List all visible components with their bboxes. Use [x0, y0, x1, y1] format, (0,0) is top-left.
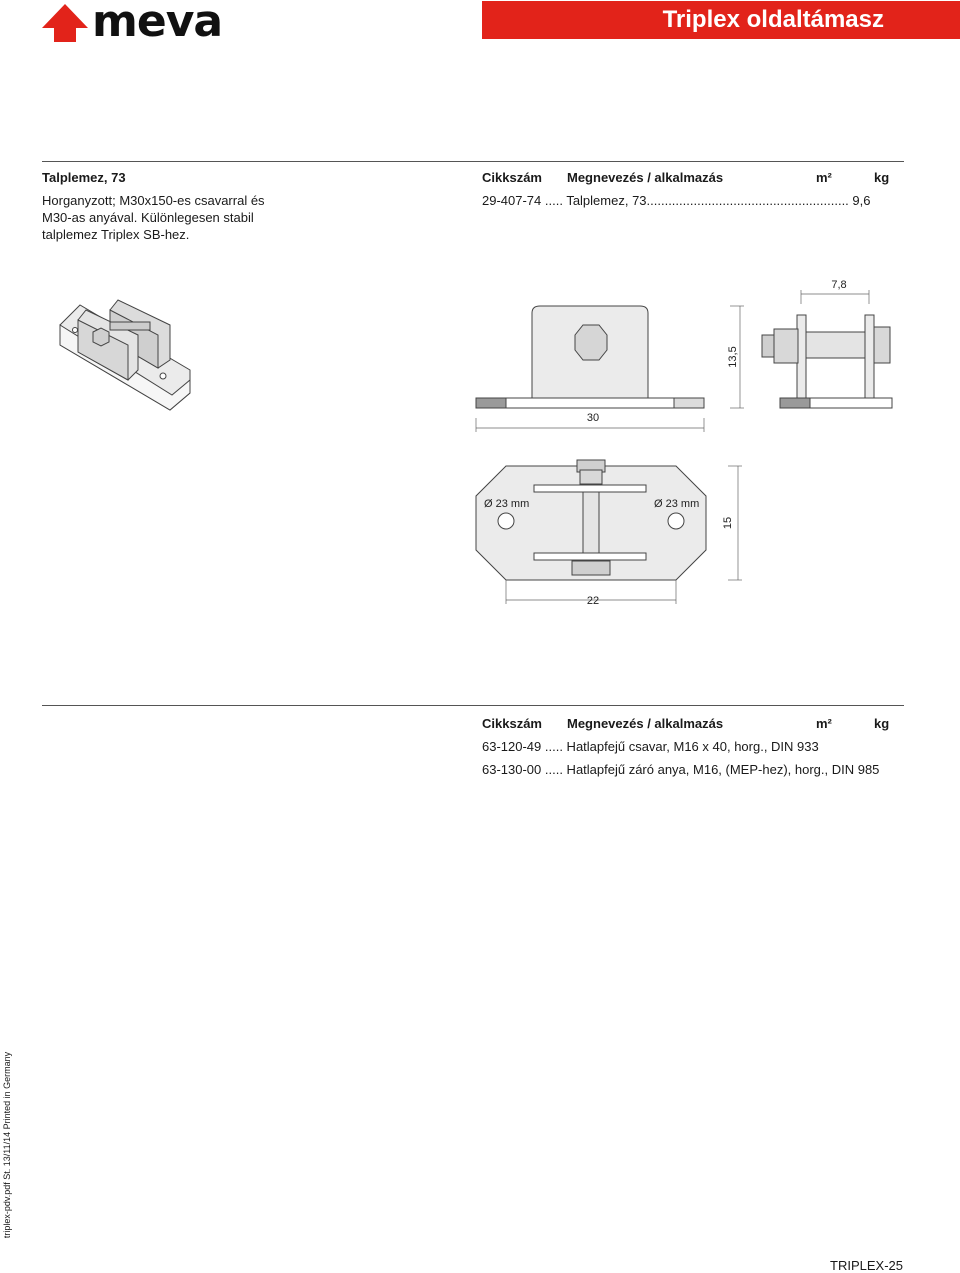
col-header-kg: kg — [874, 170, 890, 185]
logo-text: meva — [92, 0, 223, 47]
dim-plan-depth: 15 — [722, 516, 734, 530]
plan-view — [476, 460, 706, 580]
side-view — [762, 315, 892, 408]
col-header-name: Megnevezés / alkalmazás — [567, 170, 724, 185]
dim-width-front: 30 — [586, 412, 600, 424]
col-header-kg: kg — [874, 716, 890, 731]
dim-height-front: 13,5 — [727, 346, 739, 368]
col-header-code: Cikkszám — [482, 170, 542, 185]
dim-hole-spacing: 22 — [586, 595, 600, 607]
product-description: Horganyzott; M30x150-es csavarral és M30-as anyával. Különlegesen stabil talplemez Triplex SB-hez. — [42, 193, 265, 242]
col-header-m2: m² — [816, 716, 832, 731]
dim-hole-right: Ø 23 mm — [654, 498, 700, 510]
front-view — [476, 306, 704, 408]
page-title: Triplex oldaltámasz — [482, 1, 960, 39]
dim-side-depth: 7,8 — [831, 279, 847, 291]
col-header-m2: m² — [816, 170, 832, 185]
product-title: Talplemez, 73 — [42, 170, 126, 185]
print-note: triplex-pdv.pdf St. 13/11/14 Printed in Germany — [2, 1051, 12, 1239]
table-row: 63-120-49 ..... Hatlapfejű csavar, M16 x 40, horg., DIN 933 — [482, 739, 819, 754]
col-header-code: Cikkszám — [482, 716, 542, 731]
isometric-view — [60, 300, 190, 410]
meva-logo — [42, 0, 223, 47]
dim-hole-left: Ø 23 mm — [484, 498, 530, 510]
section-divider — [42, 705, 904, 706]
page-number: TRIPLEX-25 — [830, 1258, 903, 1273]
meva-logo-arrow-icon — [42, 4, 88, 42]
section-divider — [42, 161, 904, 162]
table-row: 63-130-00 ..... Hatlapfejű záró anya, M16, (MEP-hez), horg., DIN 985 — [482, 762, 880, 777]
col-header-name: Megnevezés / alkalmazás — [567, 716, 724, 731]
table-row: 29-407-74 ..... Talplemez, 73........................................................ 9,6 — [482, 193, 871, 208]
technical-drawing — [0, 270, 960, 610]
